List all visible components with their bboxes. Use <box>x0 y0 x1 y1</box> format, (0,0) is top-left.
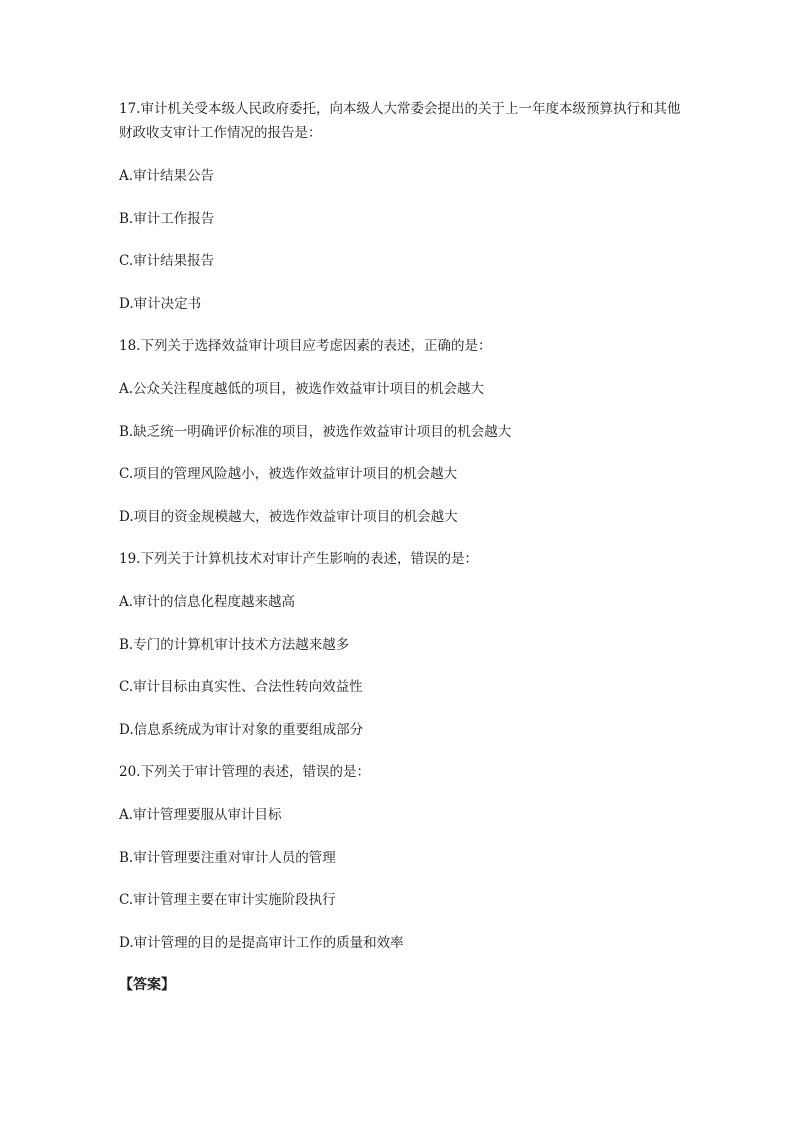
option-c: C.审计目标由真实性、合法性转向效益性 <box>119 679 363 695</box>
option-a: A.审计管理要服从审计目标 <box>119 807 282 823</box>
option-a: A.审计结果公告 <box>119 168 215 184</box>
option-b: B.缺乏统一明确评价标准的项目，被选作效益审计项目的机会越大 <box>119 423 512 440</box>
option-c: C.审计管理主要在审计实施阶段执行 <box>119 892 336 908</box>
question-stem: 20.下列关于审计管理的表述，错误的是： <box>119 764 370 780</box>
question-17 <box>119 97 689 316</box>
question-18 <box>119 334 689 529</box>
option-b: B.专门的计算机审计技术方法越来越多 <box>119 636 350 653</box>
option-d: D.审计决定书 <box>119 295 202 312</box>
option-d: D.信息系统成为审计对象的重要组成部分 <box>119 721 364 738</box>
question-20 <box>119 760 689 955</box>
option-c: C.审计结果报告 <box>119 253 215 269</box>
question-stem: 17.审计机关受本级人民政府委托，向本级人大常委会提出的关于上一年度本级预算执行和其他财政收支审计工作情况的报告是： <box>119 101 681 141</box>
question-stem: 18.下列关于选择效益审计项目应考虑因素的表述，正确的是： <box>119 338 492 354</box>
question-19 <box>119 547 689 742</box>
question-list <box>119 97 689 997</box>
option-a: A.公众关注程度越低的项目，被选作效益审计项目的机会越大 <box>119 381 485 397</box>
option-d: D.项目的资金规模越大，被选作效益审计项目的机会越大 <box>119 508 458 525</box>
option-c: C.项目的管理风险越小，被选作效益审计项目的机会越大 <box>119 466 458 482</box>
answer-heading: 【答案】 <box>119 977 175 993</box>
question-stem: 19.下列关于计算机技术对审计产生影响的表述，错误的是： <box>119 551 478 567</box>
option-d: D.审计管理的目的是提高审计工作的质量和效率 <box>119 934 404 951</box>
option-b: B.审计管理要注重对审计人员的管理 <box>119 849 336 866</box>
option-b: B.审计工作报告 <box>119 210 215 227</box>
option-a: A.审计的信息化程度越来越高 <box>119 594 296 610</box>
